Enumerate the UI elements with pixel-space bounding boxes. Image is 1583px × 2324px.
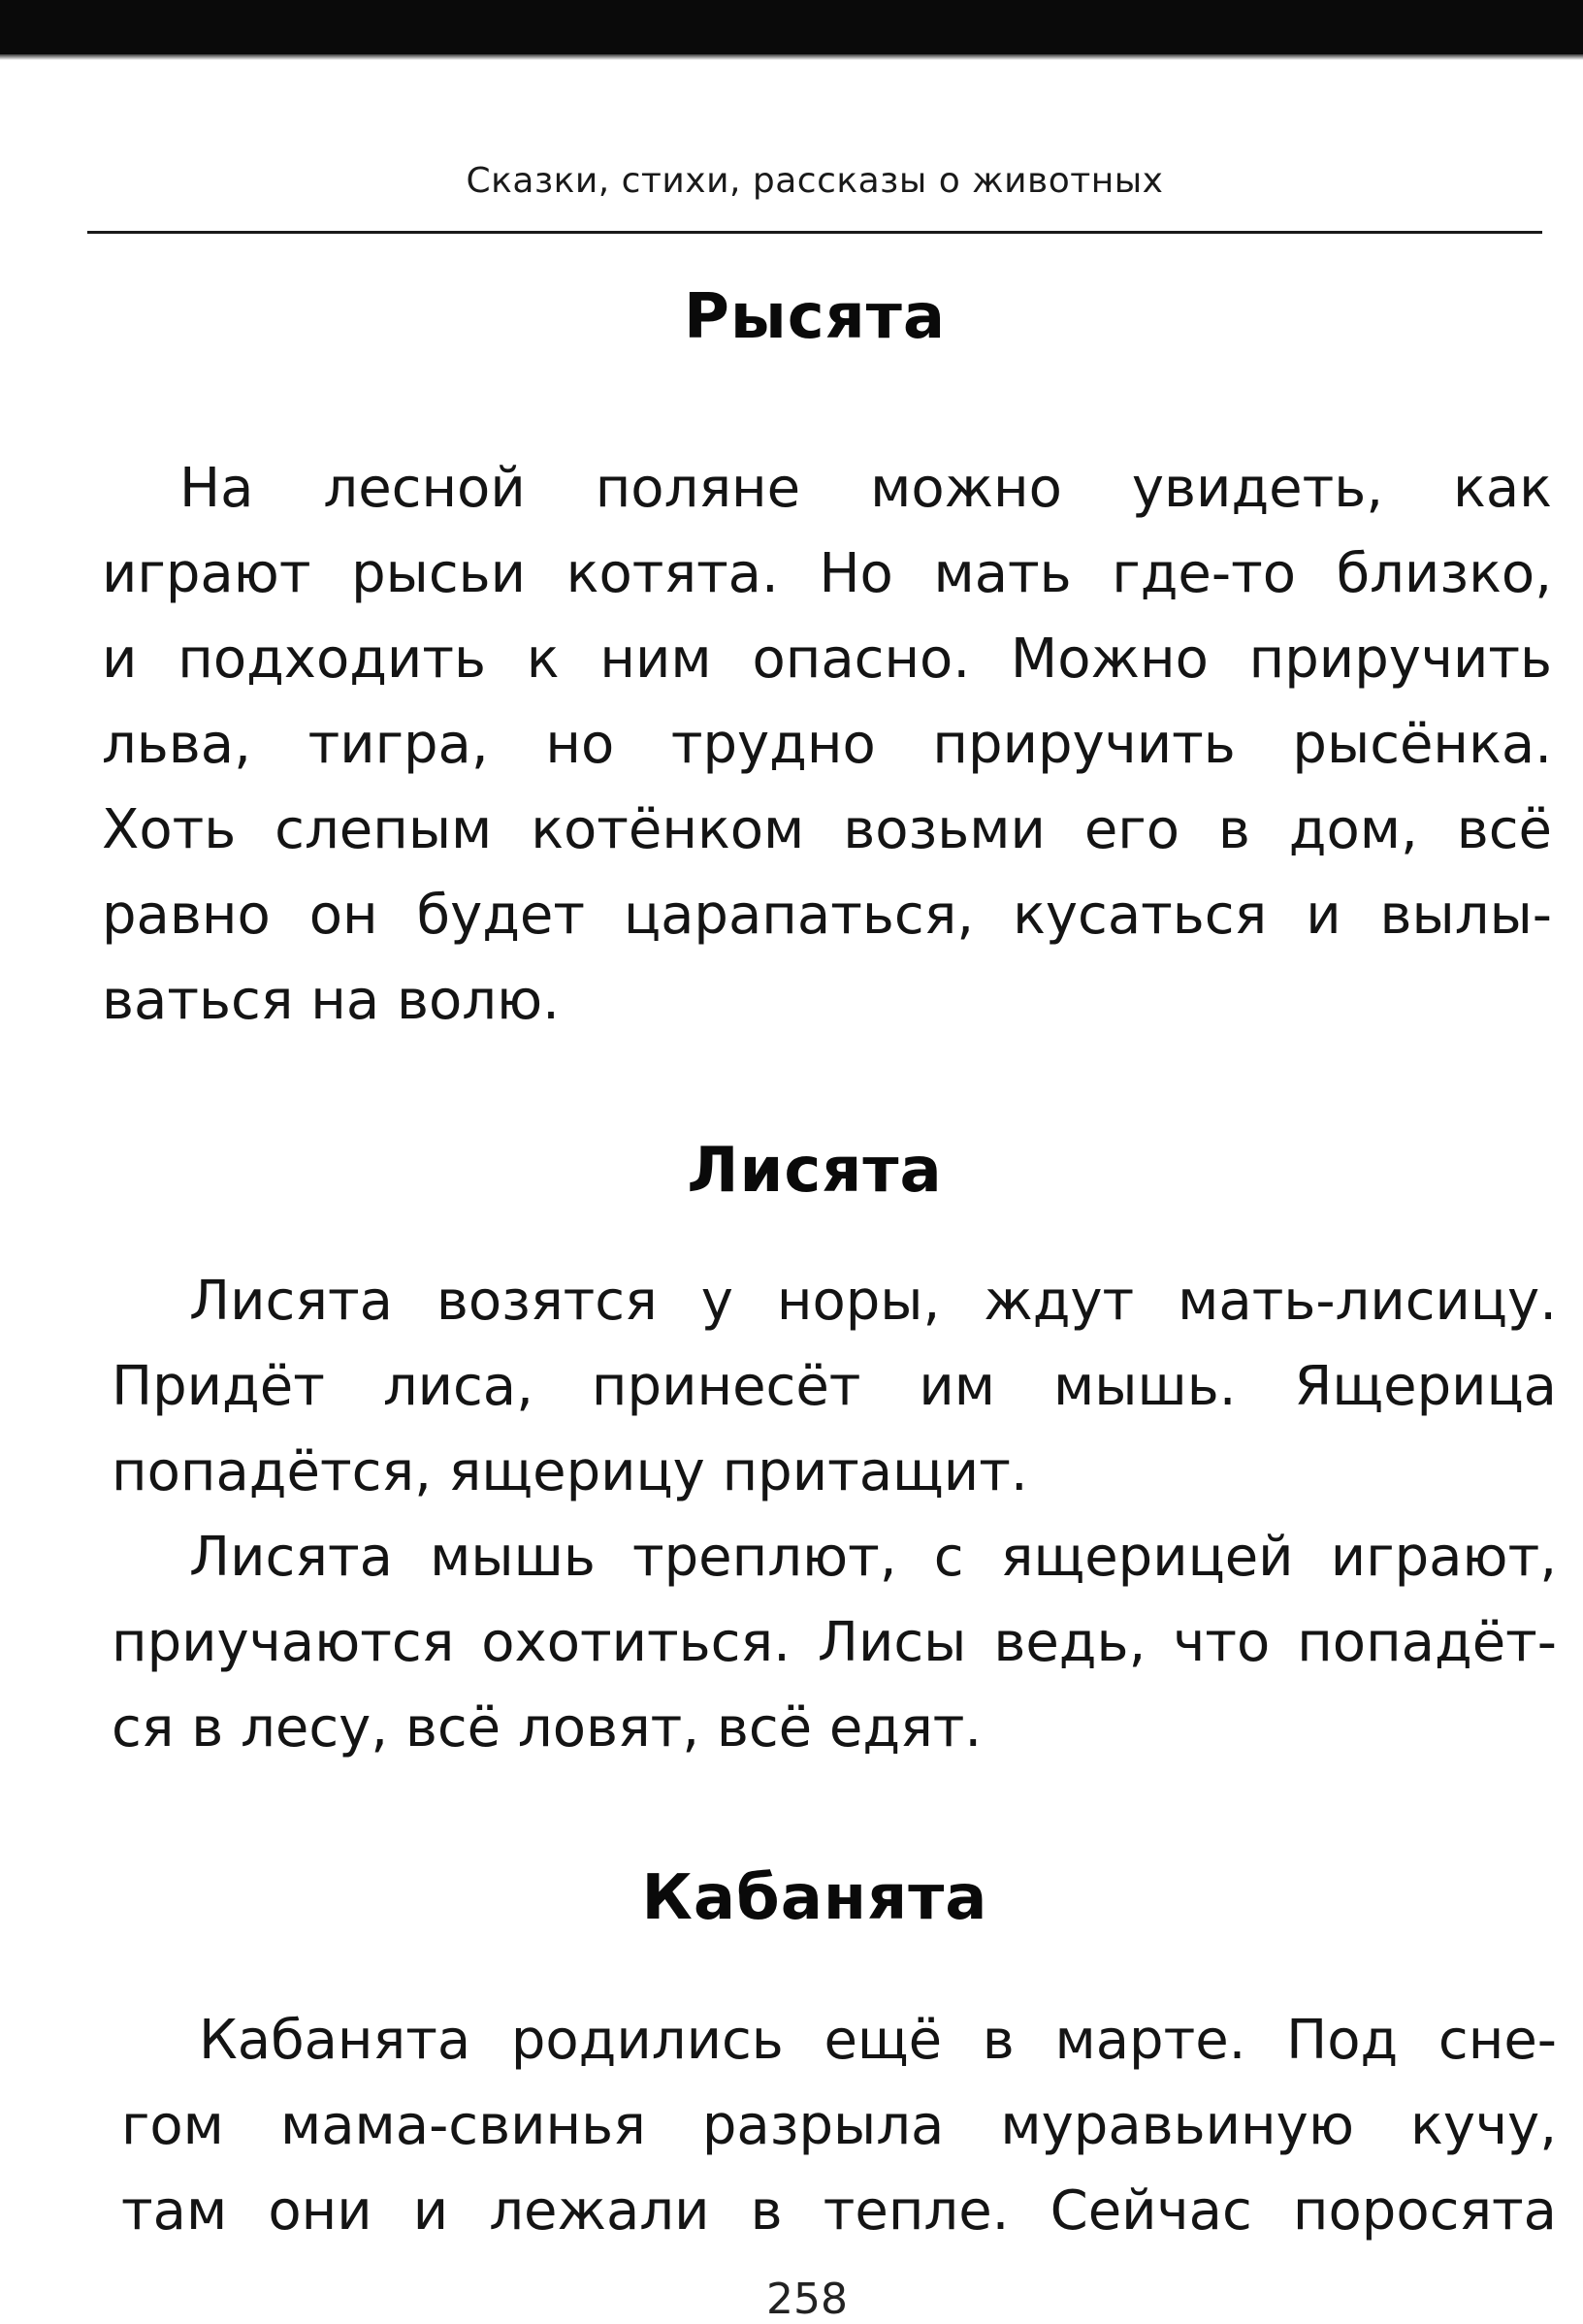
story-title-rysyata: Рысята <box>683 281 947 353</box>
text-line: Лисята возятся у норы, ждут мать-лисицу. <box>189 1270 1557 1333</box>
text-line: льва, тигра, но трудно приручить рысёнка. <box>102 713 1552 776</box>
text-line: ся в лесу, всё ловят, всё едят. <box>112 1696 983 1759</box>
story-paragraph-lisyata-1 <box>112 1259 1557 1515</box>
text-line: попадётся, ящерицу притащит. <box>112 1440 1028 1503</box>
text-line: приучаются охотиться. Лисы ведь, что попадёт- <box>112 1611 1557 1674</box>
text-line: ваться на волю. <box>102 969 560 1032</box>
text-line: там они и лежали в тепле. Сейчас поросята <box>121 2179 1557 2243</box>
story-paragraph-lisyata-2 <box>112 1515 1557 1771</box>
text-line: играют рысьи котята. Но мать где-то близко, <box>102 542 1552 605</box>
page-number: 258 <box>766 2275 848 2324</box>
story-paragraph-kabanyata-1 <box>121 1998 1557 2254</box>
story-title-lisyata: Лисята <box>687 1135 943 1207</box>
text-line: равно он будет царапаться, кусаться и вылы- <box>102 884 1552 947</box>
text-line: Придёт лиса, принесёт им мышь. Ящерица <box>112 1355 1557 1418</box>
text-line: Хоть слепым котёнком возьми его в дом, всё <box>102 798 1552 861</box>
text-line: Кабанята родились ещё в марте. Под сне- <box>199 2009 1557 2072</box>
text-line: Лисята мышь треплют, с ящерицей играют, <box>189 1526 1557 1589</box>
story-paragraph-rysyata-1 <box>102 446 1552 1044</box>
text-line: На лесной поляне можно увидеть, как <box>179 457 1552 520</box>
story-title-kabanyata: Кабанята <box>641 1862 988 1934</box>
header-rule <box>87 231 1542 234</box>
text-line: гом мама-свинья разрыла муравьиную кучу, <box>121 2094 1557 2157</box>
text-line: и подходить к ним опасно. Можно приручить <box>102 628 1552 691</box>
running-header: Сказки, стихи, рассказы о животных <box>466 161 1164 201</box>
